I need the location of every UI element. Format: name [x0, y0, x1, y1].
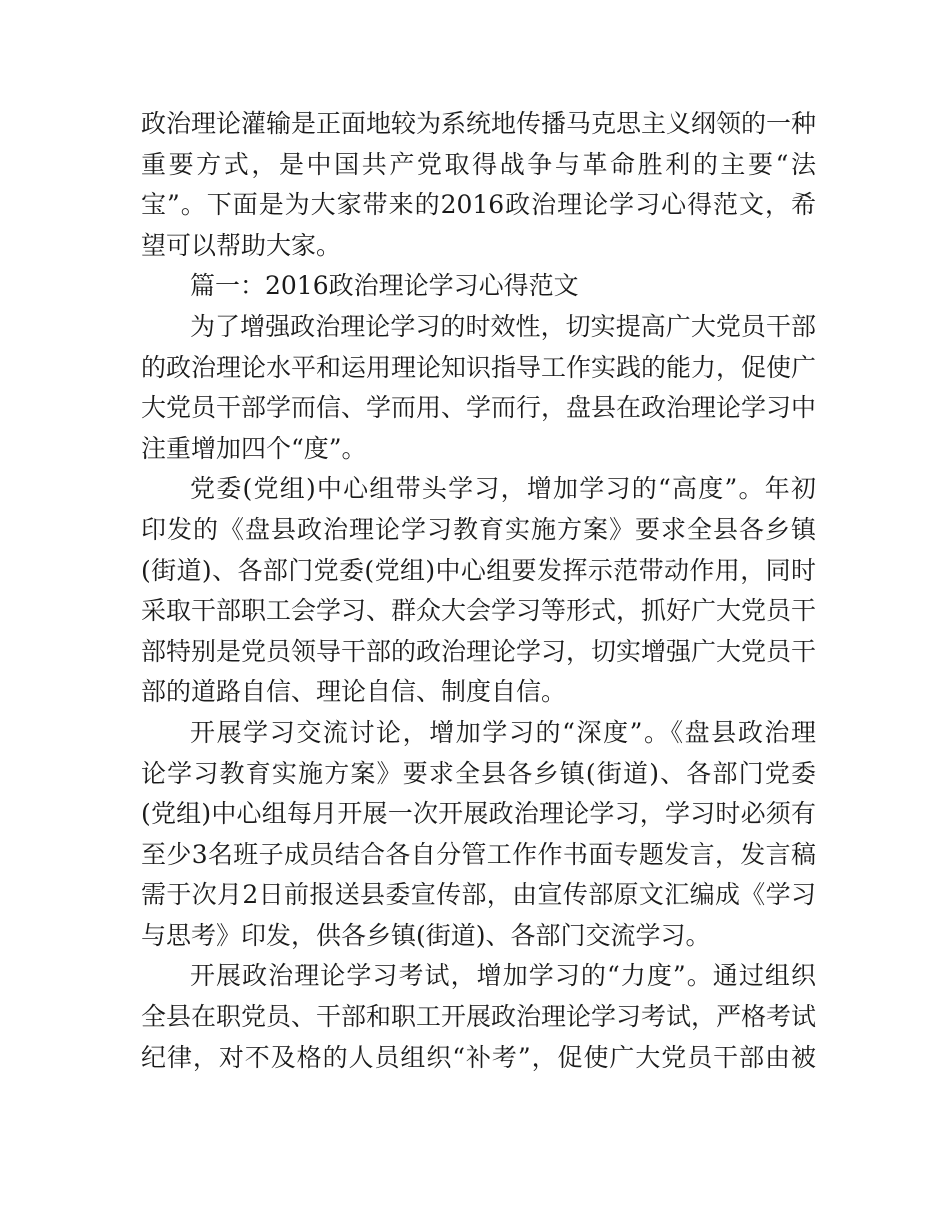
text-line: 的政治理论水平和运用理论知识指导工作实践的能力，促使广: [141, 352, 817, 382]
text-line: 注重增加四个“度”。: [141, 433, 367, 463]
text-line: 纪律，对不及格的人员组织“补考”，促使广大党员干部由被: [141, 1042, 816, 1072]
section-heading: 篇一：2016政治理论学习心得范文: [190, 271, 579, 301]
text-line: 采取干部职工会学习、群众大会学习等形式，抓好广大党员干: [141, 596, 817, 626]
text-line: 望可以帮助大家。: [141, 230, 342, 260]
text-line: 重要方式，是中国共产党取得战争与革命胜利的主要“法: [141, 149, 816, 179]
document-body: [141, 104, 816, 1078]
text-line: 全县在职党员、干部和职工开展政治理论学习考试，严格考试: [141, 1002, 817, 1032]
text-line: 开展学习交流讨论，增加学习的“深度”。《盘县政治理: [190, 717, 816, 747]
text-line: (党组)中心组每月开展一次开展政治理论学习，学习时必须有: [141, 799, 816, 829]
text-line: (街道)、各部门党委(党组)中心组要发挥示范带动作用，同时: [141, 555, 816, 585]
text-line: 宝”。下面是为大家带来的2016政治理论学习心得范文，希: [141, 190, 816, 220]
text-line: 大党员干部学而信、学而用、学而行，盘县在政治理论学习中: [141, 393, 817, 423]
text-line: 需于次月2日前报送县委宣传部，由宣传部原文汇编成《学习: [141, 880, 816, 910]
text-line: 政治理论灌输是正面地较为系统地传播马克思主义纲领的一种: [141, 109, 817, 138]
text-line: 与思考》印发，供各乡镇(街道)、各部门交流学习。: [141, 920, 711, 950]
text-line: 论学习教育实施方案》要求全县各乡镇(街道)、各部门党委: [141, 758, 816, 788]
text-line: 党委(党组)中心组带头学习，增加学习的“高度”。年初: [190, 474, 816, 504]
text-line: 开展政治理论学习考试，增加学习的“力度”。通过组织: [190, 961, 816, 991]
text-line: 部特别是党员领导干部的政治理论学习，切实增强广大党员干: [141, 636, 817, 666]
text-line: 为了增强政治理论学习的时效性，切实提高广大党员干部: [190, 311, 816, 341]
text-line: 印发的《盘县政治理论学习教育实施方案》要求全县各乡镇: [141, 514, 816, 544]
text-line: 至少3名班子成员结合各自分管工作作书面专题发言，发言稿: [141, 839, 816, 869]
text-line: 部的道路自信、理论自信、制度自信。: [141, 677, 567, 707]
